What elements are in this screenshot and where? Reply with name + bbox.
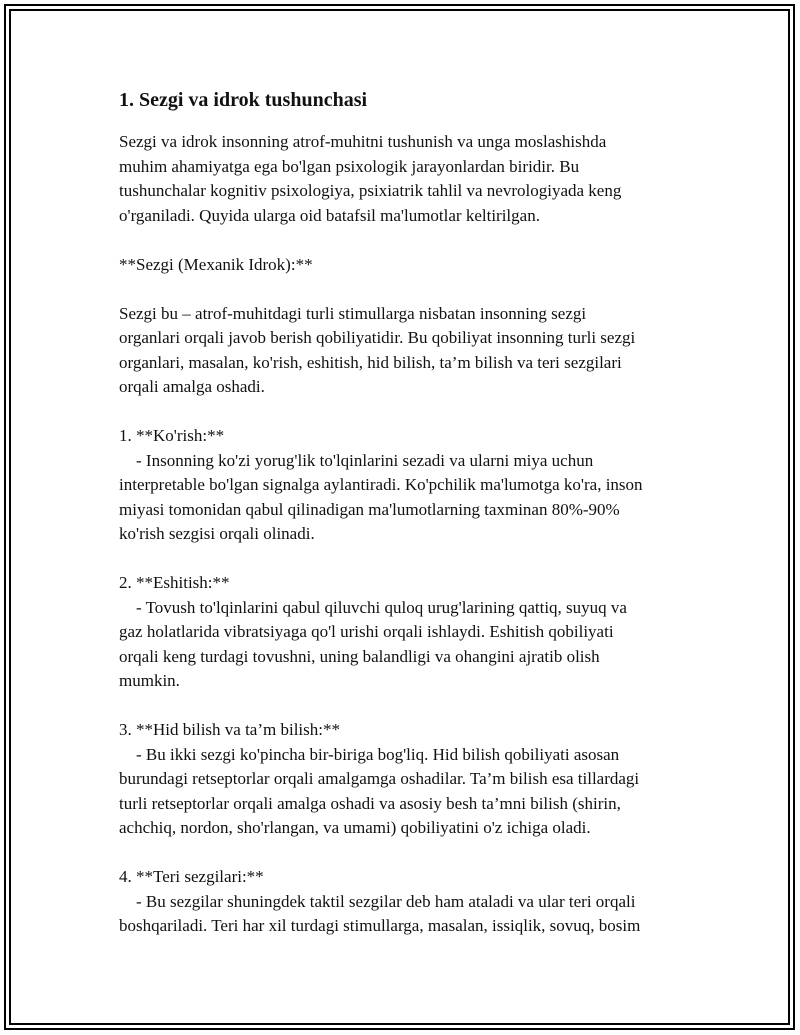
text-line: tushunchalar kognitiv psixologiya, psixiatrik tahlil va nevrologiyada keng xyxy=(119,181,622,200)
text-line: orqali amalga oshadi. xyxy=(119,377,265,396)
text-line: organlari, masalan, ko'rish, eshitish, hid bilish, ta’m bilish va teri sezgilari xyxy=(119,352,622,372)
text-line: - Tovush to'lqinlarini qabul qiluvchi quloq urug'larining qattiq, suyuq va xyxy=(119,597,627,617)
text-line: - Insonning ko'zi yorug'lik to'lqinlarini sezadi va ularni miya uchun xyxy=(119,450,594,470)
text-line: boshqariladi. Teri har xil turdagi stimullarga, masalan, issiqlik, sovuq, bosim xyxy=(119,916,641,935)
document-body xyxy=(119,130,704,939)
paragraph-gap xyxy=(119,228,704,253)
text-line: - Bu sezgilar shuningdek taktil sezgilar deb ham ataladi va ular teri orqali xyxy=(119,891,636,911)
text-line: mumkin. xyxy=(119,671,180,690)
text-line: o'rganiladi. Quyida ularga oid batafsil ma'lumotlar keltirilgan. xyxy=(119,205,540,225)
text-line: burundagi retseptorlar orqali amalgamga oshadilar. Ta’m bilish esa tillardagi xyxy=(119,769,640,788)
text-line: 1. **Ko'rish:** xyxy=(119,426,225,445)
text-line: gaz holatlarida vibratsiyaga qo'l urishi orqali ishlaydi. Eshitish qobiliyati xyxy=(119,622,614,641)
text-line: organlari orqali javob berish qobiliyatidir. Bu qobiliyat insonning turli sezgi xyxy=(119,328,636,347)
paragraph-gap xyxy=(119,694,704,719)
text-line: 2. **Eshitish:** xyxy=(119,573,230,592)
text-line: orqali keng turdagi tovushni, uning balandligi va ohangini ajratib olish xyxy=(119,646,600,666)
text-line: Sezgi va idrok insonning atrof-muhitni tushunish va unga moslashishda xyxy=(119,132,607,151)
text-line: Sezgi bu – atrof-muhitdagi turli stimullarga nisbatan insonning sezgi xyxy=(119,303,587,323)
paragraph-gap xyxy=(119,547,704,572)
text-line: turli retseptorlar orqali amalga oshadi va asosiy besh ta’mni bilish (shirin, xyxy=(119,793,621,813)
text-line: miyasi tomonidan qabul qilinadigan ma'lumotlarning taxminan 80%-90% xyxy=(119,499,620,519)
paragraph-gap xyxy=(119,400,704,425)
section-title: 1. Sezgi va idrok tushunchasi xyxy=(119,89,368,111)
paragraph-gap xyxy=(119,277,704,302)
paragraph-gap xyxy=(119,841,704,866)
document-page xyxy=(119,88,704,939)
text-line: 3. **Hid bilish va ta’m bilish:** xyxy=(119,720,340,739)
text-line: achchiq, nordon, sho'rlangan, va umami) qobiliyatini o'z ichiga oladi. xyxy=(119,818,591,837)
text-line: ko'rish sezgisi orqali olinadi. xyxy=(119,524,315,543)
text-line: muhim ahamiyatga ega bo'lgan psixologik jarayonlardan biridir. Bu xyxy=(119,156,580,176)
text-line: interpretable bo'lgan signalga aylantiradi. Ko'pchilik ma'lumotga ko'ra, inson xyxy=(119,475,643,494)
text-line: 4. **Teri sezgilari:** xyxy=(119,867,264,886)
text-line: - Bu ikki sezgi ko'pincha bir-biriga bog'liq. Hid bilish qobiliyati asosan xyxy=(119,744,620,764)
text-line: **Sezgi (Mexanik Idrok):** xyxy=(119,254,313,274)
